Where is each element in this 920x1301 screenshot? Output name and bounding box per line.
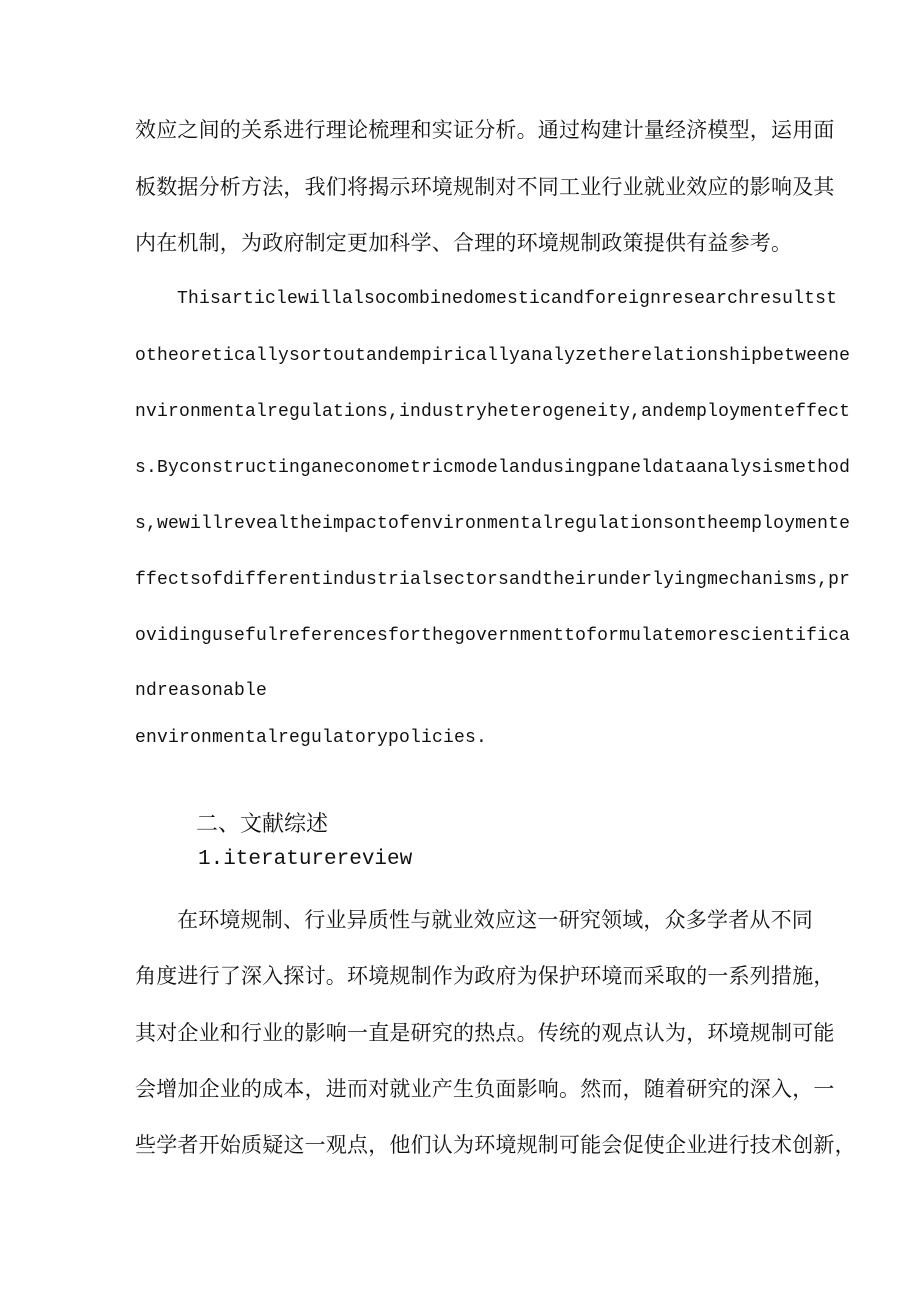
intro-en-line-2: otheoreticallysortoutandempiricallyanalyzetherelationshipbetweene <box>135 346 851 366</box>
review-zh-line-3: 其对企业和行业的影响一直是研究的热点。传统的观点认为，环境规制可能 <box>135 1021 835 1045</box>
review-zh-line-5: 些学者开始质疑这一观点，他们认为环境规制可能会促使企业进行技术创新， <box>135 1133 856 1157</box>
intro-en-line-6: ffectsofdifferentindustrialsectorsandtheirunderlyingmechanisms,pr <box>135 570 851 590</box>
section-heading: 二、文献综述 <box>196 812 329 837</box>
intro-zh-line-2: 板数据分析方法，我们将揭示环境规制对不同工业行业就业效应的影响及其 <box>135 175 835 199</box>
intro-en-line-7: ovidingusefulreferencesforthegovernmenttoformulatemorescientifica <box>135 626 851 646</box>
review-zh-line-2: 角度进行了深入探讨。环境规制作为政府为保护环境而采取的一系列措施， <box>135 964 835 988</box>
intro-zh-line-1: 效应之间的关系进行理论梳理和实证分析。通过构建计量经济模型，运用面 <box>135 118 835 142</box>
review-zh-line-4: 会增加企业的成本，进而对就业产生负面影响。然而，随着研究的深入，一 <box>135 1077 835 1101</box>
intro-en-line-1: Thisarticlewillalsocombinedomesticandforeignresearchresultst <box>177 289 838 309</box>
intro-en-line-3: nvironmentalregulations,industryheterogeneity,andemploymenteffect <box>135 402 851 422</box>
review-zh-line-1: 在环境规制、行业异质性与就业效应这一研究领域，众多学者从不同 <box>177 908 813 932</box>
section-subheading: 1.iteraturereview <box>198 848 413 871</box>
intro-zh-line-3: 内在机制，为政府制定更加科学、合理的环境规制政策提供有益参考。 <box>135 231 793 255</box>
intro-en-line-8: ndreasonable <box>135 681 268 701</box>
intro-en-line-9: environmentalregulatorypolicies. <box>135 728 488 748</box>
intro-en-line-4: s.Byconstructinganeconometricmodelandusingpaneldataanalysismethod <box>135 458 851 478</box>
intro-en-line-5: s,wewillrevealtheimpactofenvironmentalregulationsontheemploymente <box>135 514 851 534</box>
